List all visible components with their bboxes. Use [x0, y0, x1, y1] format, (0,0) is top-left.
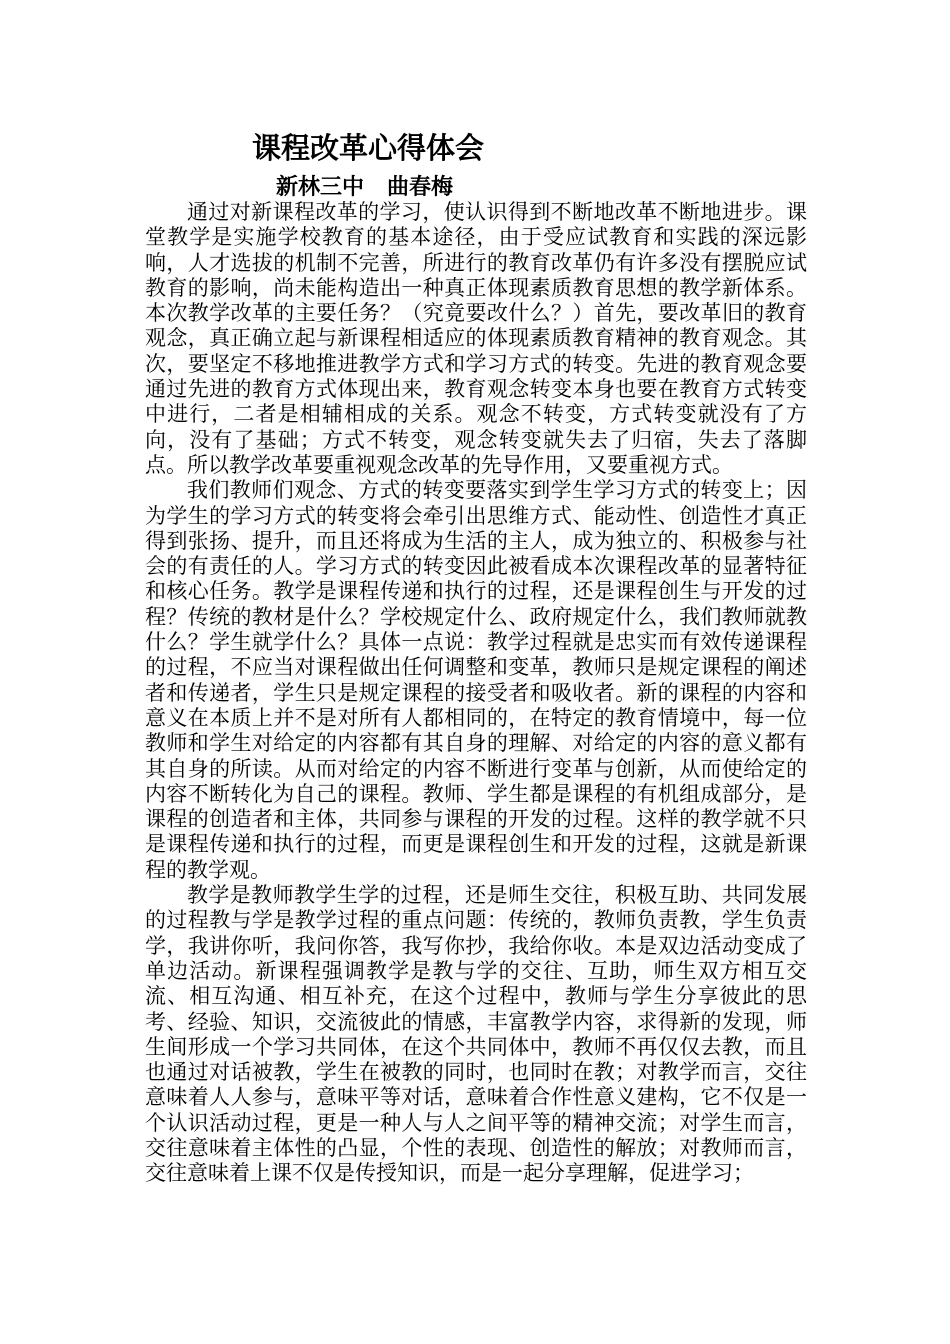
document-author: 新林三中 曲春梅: [276, 174, 453, 200]
document-title: 课程改革心得体会: [252, 131, 485, 165]
document-body: [145, 200, 807, 1187]
paragraph-2: 我们教师们观念、方式的转变要落实到学生学习方式的转变上；因为学生的学习方式的转变将会牵引出思维方式、能动性、创造性才真正得到张扬、提升，而且还将成为生活的主人，成为独立的、积极参与社会的有责任的人。学习方式的转变因此被看成本次课程改革的显著特征和核心任务。教学是课程传递和执行的过程，还是课程创生与开发的过程？传统的教材是什么？学校规定什么、政府规定什么，我们教师就教什么？学生就学什么？具体一点说：教学过程就是忠实而有效传递课程的过程，不应当对课程做出任何调整和变革，教师只是规定课程的阐述者和传递者，学生只是规定课程的接受者和吸收者。新的课程的内容和意义在本质上并不是对所有人都相同的，在特定的教育情境中，每一位教师和学生对给定的内容都有其自身的理解、对给定的内容的意义都有其自身的所读。从而对给定的内容不断进行变革与创新，从而使给定的内容不断转化为自己的课程。教师、学生都是课程的有机组成部分，是课程的创造者和主体，共同参与课程的开发的过程。这样的教学就不只是课程传递和执行的过程，而更是课程创生和开发的过程，这就是新课程的教学观。: [145, 478, 807, 882]
paragraph-1: 通过对新课程改革的学习，使认识得到不断地改革不断地进步。课堂教学是实施学校教育的基本途径，由于受应试教育和实践的深远影响，人才选拔的机制不完善，所进行的教育改革仍有许多没有摆脱应试教育的影响，尚未能构造出一种真正体现素质教育思想的教学新体系。本次教学改革的主要任务？（究竟要改什么？）首先，要改革旧的教育观念，真正确立起与新课程相适应的体现素质教育精神的教育观念。其次，要坚定不移地推进教学方式和学习方式的转变。先进的教育观念要通过先进的教育方式体现出来，教育观念转变本身也要在教育方式转变中进行，二者是相辅相成的关系。观念不转变，方式转变就没有了方向，没有了基础；方式不转变，观念转变就失去了归宿，失去了落脚点。所以教学改革要重视观念改革的先导作用，又要重视方式。: [145, 200, 807, 477]
paragraph-3: 教学是教师教学生学的过程，还是师生交往，积极互助、共同发展的过程教与学是教学过程的重点问题：传统的，教师负责教，学生负责学，我讲你听，我问你答，我写你抄，我给你收。本是双边活动变成了单边活动。新课程强调教学是教与学的交往、互助，师生双方相互交流、相互沟通、相互补充，在这个过程中，教师与学生分享彼此的思考、经验、知识，交流彼此的情感，丰富教学内容，求得新的发现，师生间形成一个学习共同体，在这个共同体中，教师不再仅仅去教，而且也通过对话被教，学生在被教的同时，也同时在教；对教学而言，交往意味着人人参与，意味平等对话，意味着合作性意义建构，它不仅是一个认识活动过程，更是一种人与人之间平等的精神交流；对学生而言，交往意味着主体性的凸显，个性的表现、创造性的解放；对教师而言，交往意味着上课不仅是传授知识，而是一起分享理解，促进学习；: [145, 883, 807, 1186]
